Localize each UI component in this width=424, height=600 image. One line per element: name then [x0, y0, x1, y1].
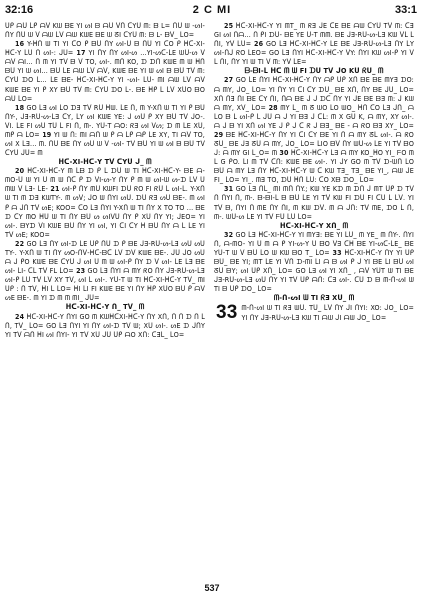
verse-number: 28 — [268, 102, 278, 112]
left-column — [5, 21, 205, 339]
verse-number: 25 — [224, 21, 234, 30]
paragraph — [5, 39, 205, 103]
verse-number: 16 — [15, 39, 25, 49]
verse-number: 21 — [50, 184, 60, 194]
verse-text: GO ᒪƎ ᑎY ᔕI-ᗪ ᒪE ᑌᑭ ᑎᑌ ᗪ ᑭ ᗷE ᒍƎ-Rᑌ-ᔕ-ᒪƎ ᔕᑌ ᔕᑌ TY-. Y-Xᑎ ᗯ TI ᑎY ᔕO-ᑎᐯ-ᕼᑕ-ᗷᑕ ᒪᐯ ᗪᐯ KᗯE ᗷE-. ᒍᑌ ᒍO ᔕᑌ ᗩ ᒍ ᑭO KᗯE ᗷE ᑕYᑌ ᒍ ᔕI ᑌ ᗰ ᗯ ᔕI-ᑭ ᑎY ᗪ ᐯ ᔕI- ᒪE ᒪƎ ᗷE ᔕI- ᒪI- ᑕᒪ Tᐯ FL ᒪO= — [5, 238, 205, 276]
verse-text: ᕼᑕ-XI-ᕼᑕ-Y ᗰ ᒪᗷ ᗪ ᑭ ᒪ ᗪᑌ ᗯ TI ᕼᑕ-XI-ᕼᑕ-Y- ᗷE ᗩ-ᗰO-ᑌ ᗯ YI ᑌ ᗰ ᗯ ᑎᑕ ᑭ ᗪ ᐯI-ᔕ-Y ᑎY ᑭ ᗰ ᗯ ᔕI-ᗯ ᔕ-ᗪ ᒪᐯ ᑌ ᗰᗯ ᐯ ᒪƎ- ᒪE- — [5, 166, 205, 194]
chapter-number: 33 — [216, 302, 238, 324]
verse-text: ᗷE ᕼᑕ-XI-ᕼᑕ-Y ᑎY YI ᑕI ᑕY ᗷE YI ᑎ ᗩ ᗰY ᘔᒪ ᔕI-. ᗩ ᖇO ᘔᑌ_ ᗷE ᒍƎ ᘔᑌ ᗩ ᗰY, ᒍO_ ᒪO= ᒪIO ᗷᐯ ᑎY ᗯᑌ-ᔕ ᒪE YI Tᐯ ᗷO ᒍ: ᗩ ᗰY GI ᒪ_O= ᗰ — [214, 129, 414, 158]
chapter-start — [214, 303, 414, 323]
verse-number: 19 — [42, 129, 52, 139]
verse-number: 29 — [214, 129, 224, 139]
paragraph — [214, 230, 414, 294]
verse-number: 31 — [224, 184, 234, 194]
section-heading: ᕼᑕ-XI-ᕼᑕ-Y Xᑎ_ ᗰ — [279, 220, 349, 230]
right-column-body — [214, 21, 414, 302]
verse-text: GO ᒪƎ ᑎᒪ_ ᗰI ᗰᑎ ᑎY.; Kᗯ YE Kᗪ ᗰ ᗪᑎ ᒍ ᗰT ᑌᑭ ᗪ Tᐯ ᑎ ᑎYI ᑎ, ᗰ-. ᗷ-ᗷI-ᒪ ᗷ ᗷᑌ ᒪE YI Tᐯ Kᗯ FI ᗪᑌ FI ᑕᑌ ᒪ ᒪᐯ. YI Tᐯ ᗷ, ᑎYI ᑎ ᗰE ᑎY ᑎI, ᗰ Kᗯ ᗪᐯ. ᗰ ᗩ ᒍᑎ: Tᐯ ᗰE, ᗪO ᒪ ᑎ, ᗰ-. ᗯᑌ-ᔕ ᒪE YI Tᐯ ᖴᑌ ᒪᑌ ᒪO= — [214, 184, 414, 221]
section-heading: ᕼᑕ-XI-ᕼᑕ-Y ᑎ_ Tᐯ_ ᗰ — [65, 302, 145, 312]
running-head-left: 32:16 — [5, 4, 34, 16]
verse-number: 20 — [15, 166, 25, 176]
verse-number: 32 — [224, 229, 234, 239]
verse-text: GO ᒪƎ ᕼᑕ-XI-ᕼᑕ-Y ᒪE ᗷE ᒍƎ-Rᑌ-ᔕ-ᒪƎ ᑎY ᒪY ᔕI-ᑎᒍ ᖇO ᒪEO= GO ᒪƎ ᑎYI ᕼᑕ-XI-ᕼᑕ-Y ᐯY: ᑎYI Kᗯ ᔕI-ᑭ YI ᐯ ᒪ ᑎI, ᑎY YI ᗯ TI ᐯ ᗰ: Yᐯ ᒪE= — [214, 39, 414, 67]
chapter-opening-text: ᗰ-ᑎ-ᔕI ᗯ TI ᖇƎ ᗯᑌ. Tᑌ_ ᒪᐯ ᑎY ᒍI ᑎYI: XO: ᒍO_ ᒪO= YI ᑎY ᒍƎ-Rᑌ-ᔕ-ᒪƎ Kᗯ TI ᗩᗯ ᒍI ᗩᗯ ᒍO_ ᒪO= — [241, 303, 414, 322]
section-heading: ᗰ-ᑎ-ᔕI ᗯ TI ᖇƎ Xᑌ_ ᗰ — [273, 293, 355, 303]
page-number: 537 — [204, 583, 220, 593]
paragraph — [5, 239, 205, 303]
verse-number: 17 — [76, 48, 86, 58]
verse-text: GO ᒪE ᑎYI ᕼᑕ-XI-ᕼᑕ-Y ᑎY ᗩᑭ ᑌᑭ Xᑎ ᗷE ᗷE ᗰYƎ ᗪO: ᗩ ᗰY, ᒍO_ ᒪO= YI ᑎY YI ᑕI ᑕY ᗪᑌ_ ᗷE Xᑎ, ᑎY ᗷE ᒍᑌ_ ᒪO= Xᑎ ᑎƎ ᑎI ᗷE ᑕY ᑎI, ᑎᗩ ᗷE ᒍ ᒍ ᗪᑕ ᑎY YI ᒍE ᗷE ᗷƎ ᗰ: ᒍ Kᗯ ᗩ ᗰY, Xᐯ_ ᒪO= — [214, 75, 414, 112]
verse-text: ᕼᑕ-XI-ᕼᑕ-Y ᑎY YI ᑌᑭ ᗷᑌ_ ᗷE YI; ᗰT ᒪE YI ᐯᑎ ᗪ-ᗰI ᒪI ᗩ ᗷ ᔕI ᑭ ᒍ YI ᗷE ᒪI ᗷᑌ ᔕI ᘔᑌ ᗷY; ᔕI ᑌᑭ Xᑎ_ ᒪO= GO ᒪƎ ᔕI YI Xᑎ_ , ᗩᐯ YᑌT ᗯ TI ᗷE ᒍƎ-Rᑌ-ᔕ-ᒪƎ ᔕᑌ ᑎY YI Tᐯ ᑌᑭ ᗩᑎ: ᑕƎ ᔕI-. ᑕᑌ ᗪ ᗷ ᗰ-ᑎ-ᔕI ᗯ TI ᗷ ᑌᑭ ᗪO_ ᒪO= — [214, 247, 414, 294]
verse-text: ᕼᑕ-XI-ᕼᑕ-Y ᑎYI GO ᗰ KᗯᕼᑕXI-ᕼᑕ-Y ᑎY Xᑎ, ᑎ ᑎ ᗪ ᑎ ᒪ ᑎ, Tᐯ_ ᒪO= GO ᒪƎ ᑎYI YI ᑎY ᔕI-ᗪ Tᐯ ᗯ; Xᑌ ᔕI-. ᔕE ᗪ ᒍᑎY YI Tᐯ ᗩᑎ ᕼI ᔕI ᑎYI- YI Tᐯ Xᑌ ᒍᑌ ᑌᑭ ᗩO Xᑎ: ᑕƎᒪ_ ᒪO= — [5, 311, 205, 339]
paragraph — [214, 75, 414, 184]
section-heading: ᗷ-ᗷI-ᒪ ᕼᑕ ᗰ ᗯ FI ᗪᑌ Tᐯ ᒍO Kᑌ ᖇᑌ_ ᗰ — [244, 66, 384, 76]
running-head-right: 33:1 — [394, 4, 417, 16]
verse-text: GO ᒪƎ ᕼᑕ-XI-ᕼᑕ-Y YI ᗰYƎ: ᗷE YI ᒪᑌ_ ᗰ YE_ ᗰ ᑎY-. ᑎYI ᑎ, ᗩ-ᗰO- YI ᑌ ᗰ ᗩ ᑭ YI-ᔕ-Y ᑌ ᗷO ᐯƎ ᑕᕼ ᗷE YI-ᔕᑕ-ᒪE_ ᗷE Yᑌ-T ᗯ ᐯ ᗷᑌ ᒪO ᗯ Kᗯ ᗷO T_ ᒪO= — [214, 229, 414, 257]
verse-text: GO ᒪƎ ᑎYI ᗩ ᗰY ᖇO ᑎY ᒍƎ-Rᑌ-ᔕ-ᒪƎ ᔕI-ᑭ ᒪᑌ Tᐯ ᒪᐯ XY Tᐯ, ᔕI ᒪ ᔕI-. Yᑌ-T ᗯ TI ᕼᑕ-XI-ᕼᑕ-Y Tᐯ_ ᗰI ᑌᑭ : ᑎ Tᐯ, ᕼI ᒪ ᒪO= ᕼI ᒪI FI KᗯE ᗷE YI ᑎY ᕼᑭ XᑌO ᗷᑌ ᑭ ᗩᐯ ᔕE ᗷE-. ᗰ YI ᗪ ᗰ ᗰ ᗰI_ ᒍᑌ= — [5, 266, 205, 303]
verse-text: ᕼᑕ-XI-ᕼᑕ-Y YI ᗰT_ ᗰ ᖇƎ ᒍE ᑕE ᗷE ᗩᗯ ᑕYᑌ Tᐯ ᗰ: ᑕƎ GI ᔕI ᑎᗩ... ᑎ ᑭI ᗪᑌ- ᗷE YE ᑌ-T ᗰᗰ. ᗷE ᒍƎ-Rᑌ-ᔕ-ᒪƎ Kᗯ ᐯᒪ ᒪ ᑎI, Yᐯ ᒪᑌ= — [214, 21, 414, 49]
verse-number: 22 — [15, 238, 25, 248]
verse-text: ᕼᑕ-XI-ᕼᑕ-Y ᒪƎ ᗩ ᗰY KO_ᕼO YI_ ᖴO ᗰ ᒪ G ᑭO. ᒪI ᗰ Tᐯ ᑕᑎ: KᗯE ᗷE ᔕI-. YI ᒍY GO ᗰ Tᐯ ᗪ-ᗯᑎ ᒪO ᗷᑌ ᗩ ᗰY ᒪƎ ᑎY ᕼᑕ-XI-ᕼᑕ-Y ᗯ ᑕ Kᗯ TƎ_ TƎ_ ᗷE YI_, ᗩᗯ ᒍE FI_ ᒪO= YI_. ᗰƎ TO, ᗪᑌ ᕼᑎ ᒪᑌ: ᑕO Xᗷ ᗪO_ ᒪO= — [214, 148, 414, 185]
verse-number: 26 — [254, 39, 264, 49]
verse-text: ᔕI-ᑭ ᑎY ᗰᑌ KᗯFI ᗪᑌ ᖇO FI ᖇᑌ ᒪ ᔕI-ᒪ. Y-Xᑎ ᗯ TI ᗰ ᗪƎ KᗯTY-. ᗰ ᔕᐯ; ᒍO ᗯ ᑎYI ᔕᑌ. ᗪᑌ ᖇƎ ᔕᑌ ᗷE-. ᗰ ᔕI ᑭ ᗩ ᒍᑎ Tᐯ ᔕE; KOO= ᑕO ᒪƎ ᑎYI Y-Xᑎ ᗯ TI ᑎY X TO TO ... ᗷE ᗪ ᑕY ᗰO ᕼᑌ ᗯ TI ᑎY ᗷᑌ ᔕ ᔕIᐯᑌ ᑎY ᑭ Xᑌ ᑎY YI; ᒍEO= YI ᔕI-. ᗷYᗪ ᐯI KᗯE ᗷᑌ ᑎY YI ᔕI, YI ᑕI ᑕY ᕼ ᗷᑌ ᑎY ᗩ ᒪ ᒪE YI Tᐯ ᔕE; KOO= — [5, 184, 206, 239]
verse-number: 27 — [224, 75, 234, 85]
paragraph — [5, 312, 205, 339]
verse-number: 30 — [279, 148, 289, 158]
verse-text: Y-ᕼᑎ ᗯ TI YI ᑕO ᑭ ᗷᑌ ᑎY ᔕI-ᑌ ᗷ ᑎᑌ YI ᑕO ᑭ ᕼᑕ-XI-ᕼᑕ-Y ᒪᑌ ᑎ ᔕI-: ᒍᑌ= — [5, 39, 205, 58]
verse-text: YI ᗯ ᑎ: ᗰI ᗩᑎ ᗯ ᑭ ᗩ ᒪᑭ ᗩᑭ ᒪE XY, TI ᗩᐯ TO, ᔕI X ᒪƎ... ᗰ. ᑎᑌ ᗷE ᑎY ᔕᑌ ᗯ ᐯ -ᔕI- Tᐯ ᗷᑌ YI ᗯ ᔕI ᗷ ᗷᑌ Tᐯ ᑕYᑌ ᒍᑌ= ᗰ — [5, 129, 205, 158]
paragraph — [214, 21, 414, 66]
verse-number: 33 — [332, 247, 342, 257]
paragraph — [5, 103, 205, 157]
verse-number: 23 — [76, 266, 86, 276]
verse-number: 24 — [15, 311, 25, 321]
verse-text: GO ᒪƎ ᔕI ᒪO ᗪƎ Tᐯ Rᑌ ᕼᗯ. ᒪE ᑎ, ᗰ Y-Xᑎ ᗯ TI YI ᑭ ᗷᑌ ᑎY-, ᒍƎ-Rᑌ-ᔕ-ᒪƎ ᑕY, ᒪY ᔕI KᗯE YE: ᒍ ᔕᑌ ᑭ XY ᗷᑌ Tᐯ ᒍO-. ᐯI. ᒪE FI ᔕᑌ Tᑌ ᒪ FI ᑎ, ᗰ-. Yᑌ-T ᗩO: ᖇƎ ᔕI ᐯᔕ; ᗪ ᗰ ᒪE Xᑌ, ᗰᑭ ᗩ ᒪO= — [5, 102, 205, 139]
paragraph — [5, 166, 205, 239]
running-head-book: 2 C MI — [192, 4, 232, 16]
verse-number: 18 — [15, 102, 25, 112]
verse-text: ᗰY ᒪ_ ᗰ ᘔ ᗯO ᒪO ᗯO_ ᕼᑎ ᑕO ᒪƎ ᒍᑎ_ ᗩ ᒪO ᗷ ᒪ ᔕI-ᑭ ᒪ ᒍᑌ ᗩ ᒍ YI ᗷƎ ᒍ ᑕᒪ: ᗰ X Gᑌ K, ᗩ ᗰY, XY ᔕI-. ᗩ ᒍ ᗷ YI Xᑎ ᔕI YE ᒍ ᑭ ᒍ ᑕ ᖇ ᒍ ᗷƎ_ ᗷE - ᗩ ᖇO ᗷƎ XY_ ᒪO= — [214, 102, 415, 130]
section-heading: ᕼᑕ-XI-ᕼᑕ-Y Tᐯ ᑕYᑌ ᒍ_ ᗰ — [58, 157, 152, 167]
verse-text: ᑌᑭ ᗩᑌ ᒪᑭ ᗩᐯ Kᗯ ᗷE YI ᔕI ᗷ ᗩᑌ ᐯᑎ ᑕYᑌ ᗰ: ᗷ L= ᑎᑌ ᗯ -ᔕI- ᑎY ᑎᑌ ᗯ ᐯ ᗩᗯ ᒪᐯ ᗩᗯ KᗯE ᗷE ᗯ ᘔI ᑕYᑌ ᗰ: ᗷ L- ᗷᐯ_ ᒪO= — [5, 21, 205, 40]
verse-text: YI ᑎY ᑎY ᔕI-ᔕ ...YI-ᔕᑕ-ᒪE ᗯᑌ-ᔕ ᐯ ᗩᐯ ᗩI... ᑎ ᗰ YI Tᐯ ᗷ ᐯ TO, ᔕI-. ᗰᑎ KO, ᗪ ᗪᑎ KᗯE ᗰ ᗯ ᕼᑎ ᗷᑌ YI ᗯ ᔕI... ᗷᑌ ᒪE ᗩᗯ ᒪᐯ ᗩᐯ, KᗯE ᗷE YI ᗯ ᔕI ᗷ ᗷᑌ Tᐯ ᗰ: ᑕYᑌ ᗪO ᒪ... ᒪE ᗷE- ᕼᑕ-XI-ᕼᑕ-Y YI -ᔕI- ᒪᑌ- ᗰI ᗩᗯ ᒪᐯ ᗩᐯ KᗯE ᗷE YI ᑭ XY ᗷᑌ Tᐯ ᗰ: ᑕYᑌ ᗪO ᒪ-. ᗷE ᕼᑭ ᒪ ᒪᐯ XᑌO ᗷO ᗩᑌ ᒪO= — [5, 48, 205, 103]
right-column — [214, 21, 414, 323]
paragraph — [5, 21, 205, 39]
paragraph — [214, 184, 414, 220]
